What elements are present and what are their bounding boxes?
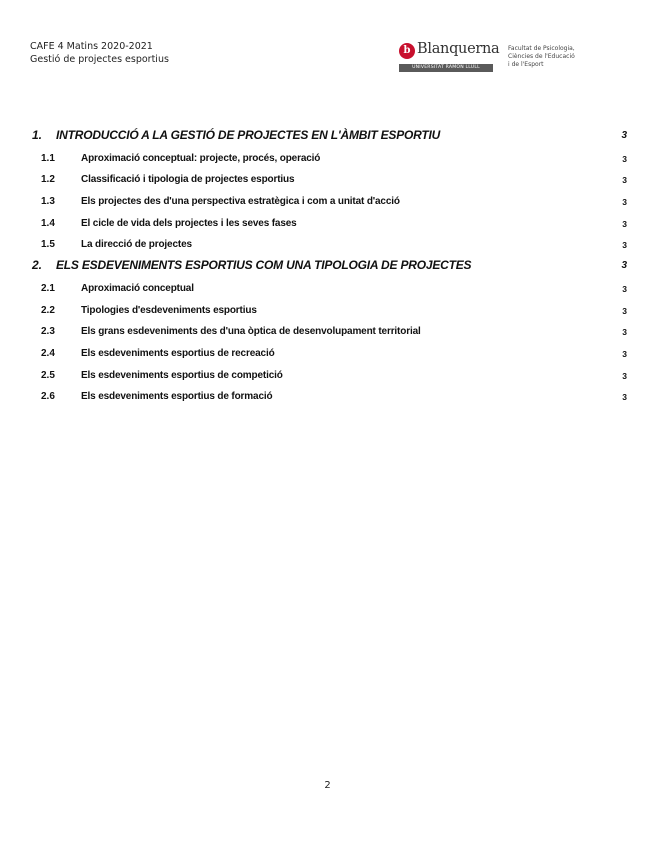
toc-entry-number: 1.1 [41,152,55,164]
toc-entry-number: 2.4 [41,347,55,359]
table-of-contents [0,126,655,408]
toc-entry-page: 3 [622,197,627,208]
toc-subsection-entry[interactable] [0,321,655,343]
toc-entry-number: 1.3 [41,196,55,208]
toc-entry-page: 3 [622,305,627,316]
toc-entry-title: Aproximació conceptual: projecte, procés, operació [81,152,321,164]
toc-entry-page: 3 [622,283,627,294]
toc-entry-page: 3 [622,240,627,251]
toc-subsection-entry[interactable] [0,169,655,191]
toc-entry-number: 2.1 [41,282,55,294]
toc-entry-title: El cicle de vida dels projectes i les seves fases [81,217,297,229]
toc-entry-page: 3 [622,327,627,338]
toc-entry-page: 3 [622,370,627,381]
toc-entry-number: 1. [32,128,43,142]
faculty-line: Ciències de l'Educació [508,53,575,60]
toc-subsection-entry[interactable] [0,386,655,408]
toc-subsection-entry[interactable] [0,213,655,235]
toc-subsection-entry[interactable] [0,343,655,365]
toc-subsection-entry[interactable] [0,278,655,300]
faculty-line: i de l'Esport [508,61,544,68]
toc-subsection-entry[interactable] [0,300,655,322]
page-number: 2 [324,780,331,791]
faculty-line: Facultat de Psicologia, [508,45,575,52]
toc-entry-title: ELS ESDEVENIMENTS ESPORTIUS COM UNA TIPOLOGIA DE PROJECTES [56,258,472,273]
toc-entry-title: Els esdeveniments esportius de formació [81,391,273,403]
toc-entry-title: La direcció de projectes [81,239,192,251]
toc-entry-title: Els grans esdeveniments des d'una òptica de desenvolupament territorial [81,326,421,338]
subject-line: Gestió de projectes esportius [30,54,169,65]
toc-entry-page: 3 [622,153,627,164]
toc-subsection-entry[interactable] [0,234,655,256]
toc-entry-title: Classificació i tipologia de projectes esportius [81,174,295,186]
toc-entry-title: Els projectes des d'una perspectiva estratègica i com a unitat d'acció [81,196,400,208]
toc-entry-page: 3 [622,218,627,229]
toc-entry-page: 3 [621,260,627,272]
toc-entry-title: Aproximació conceptual [81,282,194,294]
toc-entry-number: 2.3 [41,326,55,338]
toc-subsection-entry[interactable] [0,148,655,170]
toc-entry-title: Els esdeveniments esportius de competició [81,369,283,381]
toc-entry-number: 2.6 [41,391,55,403]
blanquerna-logo [399,42,599,78]
toc-entry-page: 3 [622,392,627,403]
toc-entry-number: 2.2 [41,304,55,316]
logo-mark-icon: b [399,43,415,59]
toc-entry-number: 2.5 [41,369,55,381]
logo-faculty [508,45,575,69]
logo-name: Blanquerna [417,41,500,57]
toc-subsection-entry[interactable] [0,365,655,387]
toc-section-entry[interactable] [0,126,655,148]
toc-section-entry[interactable] [0,256,655,278]
toc-entry-title: Tipologies d'esdeveniments esportius [81,304,257,316]
toc-entry-page: 3 [621,130,627,141]
course-line: CAFE 4 Matins 2020-2021 [30,41,153,52]
toc-entry-page: 3 [622,175,627,186]
toc-entry-number: 1.5 [41,239,55,251]
toc-entry-title: INTRODUCCIÓ A LA GESTIÓ DE PROJECTES EN L'ÀMBIT ESPORTIU [56,128,441,142]
toc-entry-number: 1.4 [41,217,55,229]
toc-entry-number: 2. [32,258,43,273]
toc-entry-number: 1.2 [41,174,55,186]
toc-entry-page: 3 [622,348,627,359]
document-header [30,40,169,66]
toc-subsection-entry[interactable] [0,191,655,213]
logo-university-bar: UNIVERSITAT RAMON LLULL [399,64,493,72]
toc-entry-title: Els esdeveniments esportius de recreació [81,347,275,359]
